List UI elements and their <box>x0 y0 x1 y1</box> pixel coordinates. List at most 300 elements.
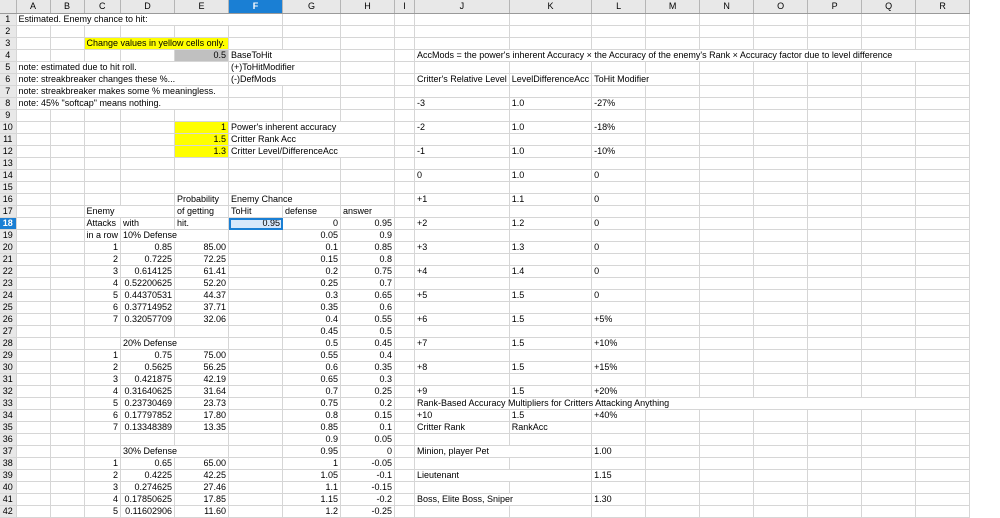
cell-l19[interactable] <box>592 230 646 242</box>
cell-q14[interactable] <box>862 170 916 182</box>
cell-b30[interactable] <box>50 362 84 374</box>
streak-count[interactable]: 6 <box>84 302 121 314</box>
cell-d16[interactable] <box>121 194 175 206</box>
cell-h3[interactable] <box>341 38 395 50</box>
power-accuracy-label[interactable]: Power's inherent accuracy <box>229 122 395 134</box>
row-header-39[interactable]: 39 <box>0 470 16 482</box>
answer-step[interactable]: 0.45 <box>341 338 395 350</box>
cell-m15[interactable] <box>646 182 700 194</box>
cell-h14[interactable] <box>341 170 395 182</box>
cell-h1[interactable] <box>341 14 395 26</box>
cell-e36[interactable] <box>175 434 229 446</box>
streak-percent[interactable]: 42.19 <box>175 374 229 386</box>
cell-o32[interactable] <box>754 386 808 398</box>
cell-b10[interactable] <box>50 122 84 134</box>
cell-r30[interactable] <box>916 362 970 374</box>
cell-q23[interactable] <box>862 278 916 290</box>
cell-b9[interactable] <box>50 110 84 122</box>
cell-i30[interactable] <box>395 362 415 374</box>
cell-c9[interactable] <box>84 110 121 122</box>
cell-n14[interactable] <box>700 170 754 182</box>
cell-g15[interactable] <box>283 182 341 194</box>
cell-m10[interactable] <box>646 122 700 134</box>
cell-r2[interactable] <box>916 26 970 38</box>
header-tohit-modifier[interactable]: ToHit Modifier <box>592 74 700 86</box>
cell-q36[interactable] <box>862 434 916 446</box>
cell-n35[interactable] <box>700 422 754 434</box>
cell-c12[interactable] <box>84 146 121 158</box>
instruction-banner[interactable]: Change values in yellow cells only. <box>84 38 229 50</box>
cell-j3[interactable] <box>415 38 510 50</box>
cell-q18[interactable] <box>862 218 916 230</box>
column-header-e[interactable]: E <box>175 0 229 14</box>
cell-m12[interactable] <box>646 146 700 158</box>
cell-b19[interactable] <box>50 230 84 242</box>
cell-e27[interactable] <box>175 326 229 338</box>
cell-n10[interactable] <box>700 122 754 134</box>
cell-q15[interactable] <box>862 182 916 194</box>
cell-a3[interactable] <box>16 38 50 50</box>
cell-i20[interactable] <box>395 242 415 254</box>
answer-step[interactable]: 0 <box>341 446 395 458</box>
defense-step[interactable]: 0.45 <box>283 326 341 338</box>
cell-g1[interactable] <box>283 14 341 26</box>
cell-e9[interactable] <box>175 110 229 122</box>
level-row-acc[interactable]: 1.4 <box>509 266 591 278</box>
level-row-level[interactable]: -2 <box>415 122 510 134</box>
defense-step[interactable]: 0.85 <box>283 422 341 434</box>
rank-header-rank[interactable]: Critter Rank <box>415 422 510 434</box>
cell-j19[interactable] <box>415 230 510 242</box>
streak-probability[interactable]: 0.31640625 <box>121 386 175 398</box>
defense-step[interactable]: 0.55 <box>283 350 341 362</box>
cell-d36[interactable] <box>121 434 175 446</box>
cell-g7[interactable] <box>283 86 341 98</box>
cell-i8[interactable] <box>395 98 415 110</box>
note-title[interactable]: Estimated. Enemy chance to hit: <box>16 14 283 26</box>
cell-i23[interactable] <box>395 278 415 290</box>
cell-b39[interactable] <box>50 470 84 482</box>
cell-k29[interactable] <box>509 350 591 362</box>
cell-m34[interactable] <box>646 410 700 422</box>
cell-a39[interactable] <box>16 470 50 482</box>
cell-m22[interactable] <box>646 266 700 278</box>
cell-f8[interactable] <box>229 98 283 110</box>
cell-b28[interactable] <box>50 338 84 350</box>
cell-c14[interactable] <box>84 170 121 182</box>
cell-q24[interactable] <box>862 290 916 302</box>
cell-a33[interactable] <box>16 398 50 410</box>
cell-m42[interactable] <box>646 506 700 518</box>
cell-a28[interactable] <box>16 338 50 350</box>
cell-c27[interactable] <box>84 326 121 338</box>
streak-percent[interactable]: 37.71 <box>175 302 229 314</box>
cell-f7[interactable] <box>229 86 283 98</box>
cell-m7[interactable] <box>646 86 700 98</box>
cell-f30[interactable] <box>229 362 283 374</box>
row-header-31[interactable]: 31 <box>0 374 16 386</box>
cell-b25[interactable] <box>50 302 84 314</box>
cell-l13[interactable] <box>592 158 646 170</box>
cell-i21[interactable] <box>395 254 415 266</box>
cell-r11[interactable] <box>916 134 970 146</box>
cell-i13[interactable] <box>395 158 415 170</box>
answer-step[interactable]: -0.25 <box>341 506 395 518</box>
cell-l3[interactable] <box>592 38 646 50</box>
cell-p23[interactable] <box>808 278 862 290</box>
rank-row-acc[interactable]: 1.15 <box>592 470 646 482</box>
level-row-tohit[interactable]: +5% <box>592 314 646 326</box>
cell-o26[interactable] <box>754 314 808 326</box>
cell-m36[interactable] <box>646 434 700 446</box>
cell-i34[interactable] <box>395 410 415 422</box>
cell-r38[interactable] <box>916 458 970 470</box>
cell-r8[interactable] <box>916 98 970 110</box>
cell-g2[interactable] <box>283 26 341 38</box>
cell-a37[interactable] <box>16 446 50 458</box>
cell-i12[interactable] <box>395 146 415 158</box>
streak-percent[interactable]: 65.00 <box>175 458 229 470</box>
cell-p21[interactable] <box>808 254 862 266</box>
streak-probability[interactable]: 0.274625 <box>121 482 175 494</box>
row-header-8[interactable]: 8 <box>0 98 16 110</box>
cell-k36[interactable] <box>509 434 591 446</box>
cell-j36[interactable] <box>415 434 510 446</box>
cell-l15[interactable] <box>592 182 646 194</box>
cell-q9[interactable] <box>862 110 916 122</box>
cell-o22[interactable] <box>754 266 808 278</box>
streak-percent[interactable]: 17.85 <box>175 494 229 506</box>
cell-a18[interactable] <box>16 218 50 230</box>
cell-o12[interactable] <box>754 146 808 158</box>
cell-m24[interactable] <box>646 290 700 302</box>
cell-f32[interactable] <box>229 386 283 398</box>
cell-f41[interactable] <box>229 494 283 506</box>
streak-probability[interactable]: 0.23730469 <box>121 398 175 410</box>
rank-header-acc[interactable]: RankAcc <box>509 422 591 434</box>
cell-b41[interactable] <box>50 494 84 506</box>
cell-b16[interactable] <box>50 194 84 206</box>
cell-a22[interactable] <box>16 266 50 278</box>
level-row-acc[interactable]: 1.5 <box>509 290 591 302</box>
cell-p39[interactable] <box>808 470 862 482</box>
streak-percent[interactable]: 32.06 <box>175 314 229 326</box>
streak-probability[interactable]: 0.52200625 <box>121 278 175 290</box>
streak-count[interactable]: 2 <box>84 254 121 266</box>
cell-c13[interactable] <box>84 158 121 170</box>
row-header-41[interactable]: 41 <box>0 494 16 506</box>
header-leveldiff-acc[interactable]: LevelDifferenceAcc <box>509 74 591 86</box>
cell-a9[interactable] <box>16 110 50 122</box>
cell-n15[interactable] <box>700 182 754 194</box>
streak-percent[interactable]: 17.80 <box>175 410 229 422</box>
note-streakbreaker-1[interactable]: note: streakbreaker changes these %... <box>16 74 229 86</box>
cell-r25[interactable] <box>916 302 970 314</box>
cell-m3[interactable] <box>646 38 700 50</box>
row-header-40[interactable]: 40 <box>0 482 16 494</box>
cell-p7[interactable] <box>808 86 862 98</box>
cell-k1[interactable] <box>509 14 591 26</box>
cell-k15[interactable] <box>509 182 591 194</box>
streak-count[interactable]: 1 <box>84 458 121 470</box>
cell-b35[interactable] <box>50 422 84 434</box>
answer-step[interactable]: 0.2 <box>341 398 395 410</box>
streak-count[interactable]: 1 <box>84 242 121 254</box>
cell-p17[interactable] <box>808 206 862 218</box>
cell-p19[interactable] <box>808 230 862 242</box>
cell-n30[interactable] <box>700 362 754 374</box>
cell-a41[interactable] <box>16 494 50 506</box>
streak-count[interactable]: 6 <box>84 410 121 422</box>
cell-m32[interactable] <box>646 386 700 398</box>
cell-f9[interactable] <box>229 110 283 122</box>
cell-i35[interactable] <box>395 422 415 434</box>
cell-k5[interactable] <box>509 62 591 74</box>
cell-q37[interactable] <box>862 446 916 458</box>
cell-f34[interactable] <box>229 410 283 422</box>
defense-value[interactable]: 0 <box>283 218 341 230</box>
tohit-modifier-label[interactable]: (+)ToHitModifier <box>229 62 341 74</box>
cell-m31[interactable] <box>646 374 700 386</box>
answer-step[interactable]: -0.05 <box>341 458 395 470</box>
column-header-p[interactable]: P <box>808 0 862 14</box>
cell-f13[interactable] <box>229 158 283 170</box>
column-header-d[interactable]: D <box>121 0 175 14</box>
cell-o20[interactable] <box>754 242 808 254</box>
row-header-4[interactable]: 4 <box>0 50 16 62</box>
cell-p29[interactable] <box>808 350 862 362</box>
row-header-9[interactable]: 9 <box>0 110 16 122</box>
cell-a38[interactable] <box>16 458 50 470</box>
cell-p30[interactable] <box>808 362 862 374</box>
cell-o5[interactable] <box>754 62 808 74</box>
cell-m20[interactable] <box>646 242 700 254</box>
cell-a34[interactable] <box>16 410 50 422</box>
cell-h9[interactable] <box>341 110 395 122</box>
cell-h8[interactable] <box>341 98 395 110</box>
answer-step[interactable]: 0.65 <box>341 290 395 302</box>
cell-r37[interactable] <box>916 446 970 458</box>
cell-f24[interactable] <box>229 290 283 302</box>
answer-step[interactable]: 0.5 <box>341 326 395 338</box>
cell-a2[interactable] <box>16 26 50 38</box>
row-header-22[interactable]: 22 <box>0 266 16 278</box>
row-header-20[interactable]: 20 <box>0 242 16 254</box>
streak-probability[interactable]: 0.32057709 <box>121 314 175 326</box>
cell-r39[interactable] <box>916 470 970 482</box>
cell-n11[interactable] <box>700 134 754 146</box>
cell-o23[interactable] <box>754 278 808 290</box>
row-header-29[interactable]: 29 <box>0 350 16 362</box>
row-header-26[interactable]: 26 <box>0 314 16 326</box>
cell-k40[interactable] <box>509 482 591 494</box>
cell-n36[interactable] <box>700 434 754 446</box>
block-header-10[interactable]: 10% Defense <box>121 230 229 242</box>
streak-probability[interactable]: 0.13348389 <box>121 422 175 434</box>
cell-b20[interactable] <box>50 242 84 254</box>
cell-r3[interactable] <box>916 38 970 50</box>
cell-i38[interactable] <box>395 458 415 470</box>
cell-d27[interactable] <box>121 326 175 338</box>
defense-step[interactable]: 0.7 <box>283 386 341 398</box>
cell-o25[interactable] <box>754 302 808 314</box>
cell-o37[interactable] <box>754 446 808 458</box>
row-header-18[interactable]: 18 <box>0 218 16 230</box>
answer-step[interactable]: -0.2 <box>341 494 395 506</box>
level-row-level[interactable]: 0 <box>415 170 510 182</box>
cell-a40[interactable] <box>16 482 50 494</box>
defense-step[interactable]: 0.65 <box>283 374 341 386</box>
cell-i19[interactable] <box>395 230 415 242</box>
rank-row-name[interactable]: Minion, player Pet <box>415 446 592 458</box>
cell-r42[interactable] <box>916 506 970 518</box>
cell-p13[interactable] <box>808 158 862 170</box>
streak-probability[interactable]: 0.75 <box>121 350 175 362</box>
cell-f15[interactable] <box>229 182 283 194</box>
streak-probability[interactable]: 0.5625 <box>121 362 175 374</box>
streak-count[interactable]: 3 <box>84 374 121 386</box>
defense-step[interactable]: 0.5 <box>283 338 341 350</box>
column-header-h[interactable]: H <box>341 0 395 14</box>
row-header-3[interactable]: 3 <box>0 38 16 50</box>
cell-p5[interactable] <box>808 62 862 74</box>
cell-a25[interactable] <box>16 302 50 314</box>
column-header-r[interactable]: R <box>916 0 970 14</box>
cell-b2[interactable] <box>50 26 84 38</box>
streak-count[interactable]: 5 <box>84 290 121 302</box>
cell-o14[interactable] <box>754 170 808 182</box>
row-header-32[interactable]: 32 <box>0 386 16 398</box>
level-row-level[interactable]: +4 <box>415 266 510 278</box>
cell-a16[interactable] <box>16 194 50 206</box>
cell-a10[interactable] <box>16 122 50 134</box>
cell-i9[interactable] <box>395 110 415 122</box>
cell-b38[interactable] <box>50 458 84 470</box>
answer-step[interactable]: 0.6 <box>341 302 395 314</box>
cell-p35[interactable] <box>808 422 862 434</box>
cell-o29[interactable] <box>754 350 808 362</box>
critter-rank-acc-label[interactable]: Critter Rank Acc <box>229 134 395 146</box>
cell-b34[interactable] <box>50 410 84 422</box>
cell-r22[interactable] <box>916 266 970 278</box>
cell-i1[interactable] <box>395 14 415 26</box>
cell-b36[interactable] <box>50 434 84 446</box>
cell-p14[interactable] <box>808 170 862 182</box>
cell-q10[interactable] <box>862 122 916 134</box>
column-header-m[interactable]: M <box>646 0 700 14</box>
cell-o16[interactable] <box>754 194 808 206</box>
cell-j1[interactable] <box>415 14 510 26</box>
cell-a36[interactable] <box>16 434 50 446</box>
streak-percent[interactable]: 56.25 <box>175 362 229 374</box>
cell-m8[interactable] <box>646 98 700 110</box>
critter-rank-acc-value[interactable]: 1.5 <box>175 134 229 146</box>
level-row-acc[interactable]: 1.5 <box>509 338 591 350</box>
level-row-level[interactable]: +7 <box>415 338 510 350</box>
rank-row-acc[interactable]: 1.30 <box>592 494 646 506</box>
cell-l9[interactable] <box>592 110 646 122</box>
cell-o11[interactable] <box>754 134 808 146</box>
cell-q1[interactable] <box>862 14 916 26</box>
cell-j9[interactable] <box>415 110 510 122</box>
column-header-f[interactable]: F <box>229 0 283 14</box>
cell-e15[interactable] <box>175 182 229 194</box>
level-row-acc[interactable]: 1.3 <box>509 242 591 254</box>
cell-m28[interactable] <box>646 338 700 350</box>
cell-j23[interactable] <box>415 278 510 290</box>
level-row-level[interactable]: -3 <box>415 98 510 110</box>
cell-n23[interactable] <box>700 278 754 290</box>
cell-i14[interactable] <box>395 170 415 182</box>
cell-p32[interactable] <box>808 386 862 398</box>
cell-a11[interactable] <box>16 134 50 146</box>
cell-h6[interactable] <box>341 74 395 86</box>
cell-a27[interactable] <box>16 326 50 338</box>
cell-m2[interactable] <box>646 26 700 38</box>
cell-o7[interactable] <box>754 86 808 98</box>
cell-f19[interactable] <box>229 230 283 242</box>
cell-m16[interactable] <box>646 194 700 206</box>
cell-k25[interactable] <box>509 302 591 314</box>
cell-b21[interactable] <box>50 254 84 266</box>
cell-f40[interactable] <box>229 482 283 494</box>
answer-step[interactable]: 0.55 <box>341 314 395 326</box>
cell-c36[interactable] <box>84 434 121 446</box>
cell-p28[interactable] <box>808 338 862 350</box>
level-row-acc[interactable]: 1.1 <box>509 194 591 206</box>
cell-r17[interactable] <box>916 206 970 218</box>
cell-k31[interactable] <box>509 374 591 386</box>
cell-n16[interactable] <box>700 194 754 206</box>
level-row-tohit[interactable]: 0 <box>592 242 646 254</box>
cell-i16[interactable] <box>395 194 415 206</box>
cell-q35[interactable] <box>862 422 916 434</box>
cell-l21[interactable] <box>592 254 646 266</box>
cell-r13[interactable] <box>916 158 970 170</box>
cell-b12[interactable] <box>50 146 84 158</box>
cell-l29[interactable] <box>592 350 646 362</box>
defense-step[interactable]: 0.1 <box>283 242 341 254</box>
level-row-tohit[interactable]: -18% <box>592 122 646 134</box>
answer-step[interactable]: -0.1 <box>341 470 395 482</box>
rank-table-title[interactable]: Rank-Based Accuracy Multipliers for Critters Attacking Anything <box>415 398 970 410</box>
cell-r6[interactable] <box>916 74 970 86</box>
cell-j7[interactable] <box>415 86 510 98</box>
cell-n29[interactable] <box>700 350 754 362</box>
cell-j38[interactable] <box>415 458 510 470</box>
row-header-10[interactable]: 10 <box>0 122 16 134</box>
cell-d4[interactable] <box>121 50 175 62</box>
col-header-probability[interactable]: Probability <box>175 194 229 206</box>
cell-k9[interactable] <box>509 110 591 122</box>
row-header-16[interactable]: 16 <box>0 194 16 206</box>
cell-a12[interactable] <box>16 146 50 158</box>
cell-f3[interactable] <box>229 38 283 50</box>
cell-p26[interactable] <box>808 314 862 326</box>
cell-o10[interactable] <box>754 122 808 134</box>
cell-q41[interactable] <box>862 494 916 506</box>
cell-r20[interactable] <box>916 242 970 254</box>
cell-k23[interactable] <box>509 278 591 290</box>
cell-c16[interactable] <box>84 194 121 206</box>
level-row-acc[interactable]: 1.0 <box>509 146 591 158</box>
cell-r23[interactable] <box>916 278 970 290</box>
cell-r5[interactable] <box>916 62 970 74</box>
streak-probability[interactable]: 0.614125 <box>121 266 175 278</box>
cell-a42[interactable] <box>16 506 50 518</box>
row-header-13[interactable]: 13 <box>0 158 16 170</box>
cell-a20[interactable] <box>16 242 50 254</box>
